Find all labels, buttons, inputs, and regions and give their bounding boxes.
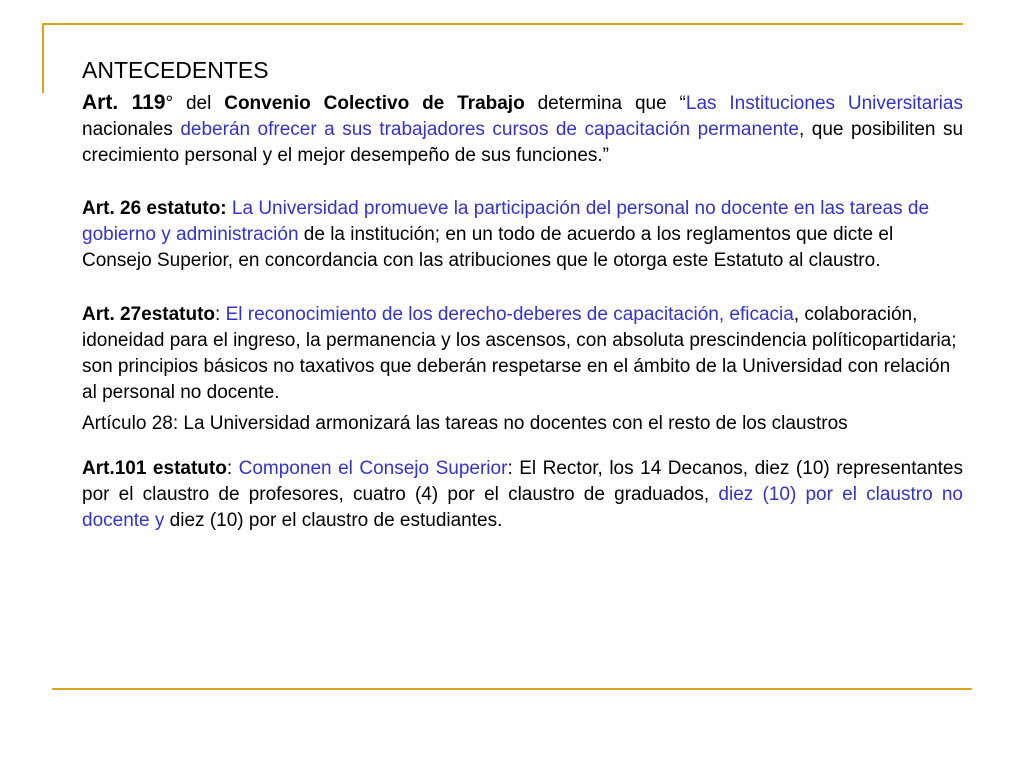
degree-sign: °: [165, 93, 174, 114]
art-119-highlight-2: deberán ofrecer a sus trabajadores cursos de capacitación permanente: [180, 119, 799, 140]
slide-title: ANTECEDENTES: [82, 57, 269, 83]
top-rule: [42, 23, 963, 25]
art-26-highlight: La Universidad promueve la participación del personal no docente en las tareas de gobierno y administración: [82, 198, 930, 245]
convenio-title: Convenio Colectivo de Trabajo: [224, 93, 525, 114]
art-27-colon: :: [215, 304, 226, 325]
art-101-label: Art.101 estatuto: [82, 458, 227, 479]
art-101-highlight-2: diez (10) por el claustro no docente y: [82, 484, 963, 531]
art-101-highlight-1: Componen el Consejo Superior: [238, 458, 508, 479]
art-119-text-3: nacionales: [82, 119, 181, 140]
slide-content: [82, 52, 963, 534]
art-119-text-2: determina que “: [524, 93, 686, 114]
art-101-text-2: diez (10) por el claustro de estudiantes.: [164, 510, 503, 531]
art-27-text: , colaboración, idoneidad para el ingreso, la permanencia y los ascensos, con absoluta prescindencia políticopartidaria; son principios básicos no taxativos que deberán respetarse en el ámbito de la Universidad con relación al personal no docente.: [82, 304, 957, 403]
art-101-text-1: : El Rector, los 14 Decanos, diez (10) representantes por el claustro de profesores, cuatro (4) por el claustro de graduados,: [82, 458, 963, 505]
close-quote: ”: [602, 145, 609, 166]
art-101-colon: :: [226, 458, 239, 479]
art-27-paragraph: [82, 302, 963, 406]
left-rule: [42, 23, 44, 93]
art-26-text: de la institución; en un todo de acuerdo a los reglamentos que dicte el Consejo Superior, en concordancia con las atribuciones que le otorga este Estatuto al claustro.: [82, 224, 894, 271]
art-27-label: Art. 27estatuto: [82, 304, 216, 325]
bottom-rule: [52, 688, 972, 690]
art-119-paragraph: [82, 90, 963, 169]
art-119-label: Art. 119: [82, 91, 166, 114]
art-119-text-1: del: [173, 93, 225, 114]
art-28-paragraph: Artículo 28: La Universidad armonizará las tareas no docentes con el resto de los claustros: [82, 413, 848, 434]
art-119-text-4: , que posibiliten su crecimiento personal y el mejor desempeño de sus funciones.: [82, 119, 964, 166]
art-27-highlight: El reconocimiento de los derecho-deberes de capacitación, eficacia: [225, 304, 794, 325]
art-26-paragraph: [82, 196, 963, 274]
art-119-highlight-1: Las Instituciones Universitarias: [685, 93, 963, 114]
art-101-paragraph: [82, 456, 963, 534]
art-26-label: Art. 26 estatuto:: [82, 198, 227, 219]
